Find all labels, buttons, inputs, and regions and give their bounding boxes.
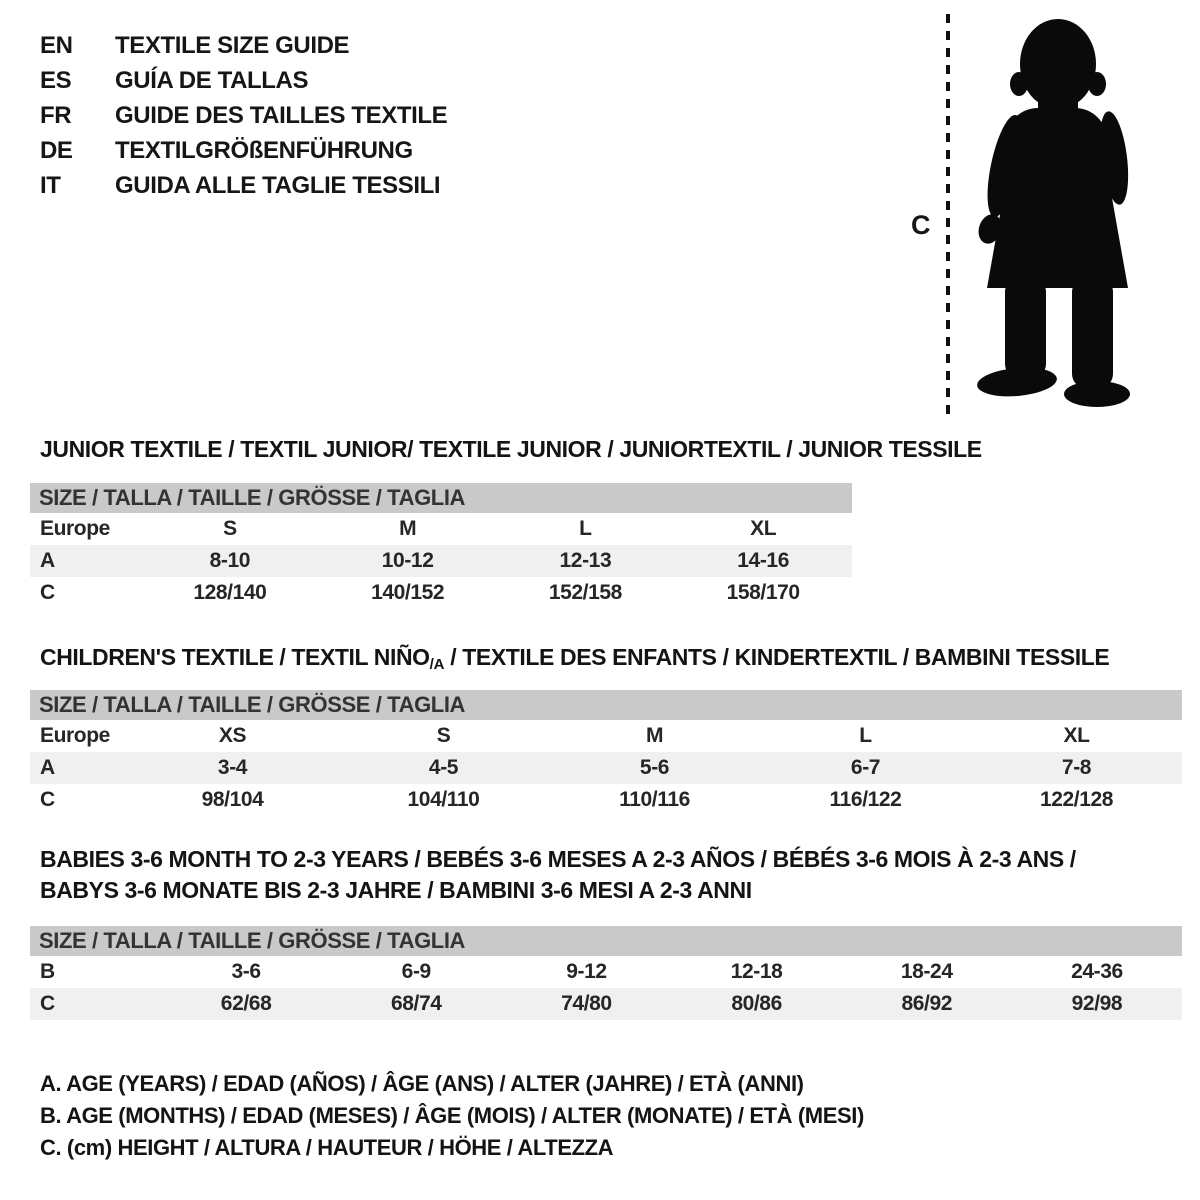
row-label-europe: Europe <box>40 517 110 540</box>
size-col-header: L <box>859 724 872 747</box>
children-title-main: CHILDREN'S TEXTILE / TEXTIL NIÑO <box>40 644 430 670</box>
months-value: 18-24 <box>900 960 953 983</box>
size-header-label: SIZE / TALLA / TAILLE / GRÖSSE / TAGLIA <box>39 485 466 510</box>
size-col-header: XL <box>1063 724 1090 747</box>
age-value: 6-7 <box>850 756 881 779</box>
size-header-bar <box>30 926 1182 956</box>
height-value: 74/80 <box>561 992 612 1015</box>
language-code: FR <box>40 101 72 129</box>
measurement-legend <box>40 1068 864 1164</box>
table-row-height <box>30 988 1182 1020</box>
size-header-bar <box>30 690 1182 720</box>
months-value: 9-12 <box>566 960 607 983</box>
size-header-bar <box>30 483 852 513</box>
language-code: EN <box>40 31 73 59</box>
height-value: 110/116 <box>619 788 690 811</box>
language-code: DE <box>40 136 73 164</box>
row-label-c: C <box>40 581 55 604</box>
legend-line-c: C. (cm) HEIGHT / ALTURA / HAUTEUR / HÖHE / ALTEZZA <box>40 1135 614 1160</box>
language-row <box>40 98 447 133</box>
babies-section-title-line2: BABYS 3-6 MONATE BIS 2-3 JAHRE / BAMBINI 3-6 MESI A 2-3 ANNI <box>40 877 752 903</box>
height-value: 128/140 <box>193 581 267 604</box>
size-col-header: M <box>399 517 417 540</box>
height-value: 86/92 <box>901 992 953 1015</box>
size-guide-title: GUIDA ALLE TAGLIE TESSILI <box>115 171 441 199</box>
table-row-sizes <box>30 513 852 545</box>
size-col-header: XS <box>218 724 247 747</box>
age-value: 14-16 <box>737 549 789 572</box>
months-value: 12-18 <box>730 960 783 983</box>
junior-section-title: JUNIOR TEXTILE / TEXTIL JUNIOR/ TEXTILE JUNIOR / JUNIORTEXTIL / JUNIOR TESSILE <box>40 436 982 462</box>
row-label-b: B <box>40 960 55 983</box>
age-value: 8-10 <box>209 549 251 572</box>
age-value: 3-4 <box>217 756 248 779</box>
table-row-height <box>30 784 1182 816</box>
height-value: 116/122 <box>829 788 902 811</box>
table-row-age <box>30 545 852 577</box>
size-guide-title: TEXTILGRÖßENFÜHRUNG <box>115 136 413 164</box>
legend-line-b: B. AGE (MONTHS) / EDAD (MESES) / ÂGE (MOIS) / ALTER (MONATE) / ETÀ (MESI) <box>40 1103 864 1128</box>
months-value: 24-36 <box>1071 960 1123 983</box>
table-row-height <box>30 577 852 609</box>
size-guide-title: GUIDE DES TAILLES TEXTILE <box>115 101 448 129</box>
age-value: 4-5 <box>428 756 459 779</box>
language-row <box>40 28 447 63</box>
language-code: IT <box>40 171 61 199</box>
age-value: 10-12 <box>381 549 434 572</box>
age-value: 5-6 <box>639 756 670 779</box>
size-col-header: S <box>223 517 237 540</box>
row-label-c: C <box>40 992 55 1015</box>
babies-section-title-line1: BABIES 3-6 MONTH TO 2-3 YEARS / BEBÉS 3-6 MESES A 2-3 AÑOS / BÉBÉS 3-6 MOIS À 2-3 ANS / <box>40 846 1076 872</box>
row-label-c: C <box>40 788 55 811</box>
size-guide-title: GUÍA DE TALLAS <box>115 66 309 94</box>
children-size-table <box>30 690 1182 816</box>
size-col-header: M <box>645 724 664 747</box>
size-col-header: S <box>436 724 451 747</box>
size-col-header: XL <box>750 517 777 540</box>
height-measure-figure <box>905 8 1155 420</box>
language-row <box>40 63 447 98</box>
height-value: 62/68 <box>220 992 272 1015</box>
height-value: 92/98 <box>1071 992 1123 1015</box>
row-label-a: A <box>40 756 55 779</box>
size-guide-title: TEXTILE SIZE GUIDE <box>115 31 350 59</box>
height-value: 152/158 <box>548 581 622 604</box>
size-header-label: SIZE / TALLA / TAILLE / GRÖSSE / TAGLIA <box>39 692 466 717</box>
height-value: 158/170 <box>726 581 800 604</box>
size-col-header: L <box>579 517 592 540</box>
age-value: 7-8 <box>1061 756 1092 779</box>
legend-line-a: A. AGE (YEARS) / EDAD (AÑOS) / ÂGE (ANS) / ALTER (JAHRE) / ETÀ (ANNI) <box>40 1071 804 1096</box>
height-value: 80/86 <box>731 992 782 1015</box>
height-value: 98/104 <box>201 788 264 811</box>
row-label-europe: Europe <box>40 724 110 747</box>
language-row <box>40 133 447 168</box>
language-row <box>40 168 447 203</box>
children-title-rest: / TEXTILE DES ENFANTS / KINDERTEXTIL / BAMBINI TESSILE <box>444 644 1110 670</box>
baby-silhouette <box>975 19 1133 407</box>
row-label-a: A <box>40 549 55 572</box>
children-section-title <box>40 644 1109 673</box>
size-header-label: SIZE / TALLA / TAILLE / GRÖSSE / TAGLIA <box>39 928 466 953</box>
age-value: 12-13 <box>559 549 612 572</box>
height-value: 122/128 <box>1039 788 1114 811</box>
language-title-list <box>40 28 447 203</box>
height-value: 68/74 <box>390 992 442 1015</box>
junior-size-table <box>30 483 852 609</box>
baby-silhouette-icon <box>905 8 1155 420</box>
babies-size-table <box>30 926 1182 1020</box>
months-value: 6-9 <box>401 960 431 983</box>
children-title-suffix: /A <box>429 656 445 673</box>
months-value: 3-6 <box>231 960 261 983</box>
height-value: 104/110 <box>407 788 480 811</box>
table-row-months <box>30 956 1182 988</box>
table-row-sizes <box>30 720 1182 752</box>
height-measure-label: C <box>911 210 931 240</box>
table-row-age <box>30 752 1182 784</box>
height-value: 140/152 <box>371 581 445 604</box>
language-code: ES <box>40 66 72 94</box>
